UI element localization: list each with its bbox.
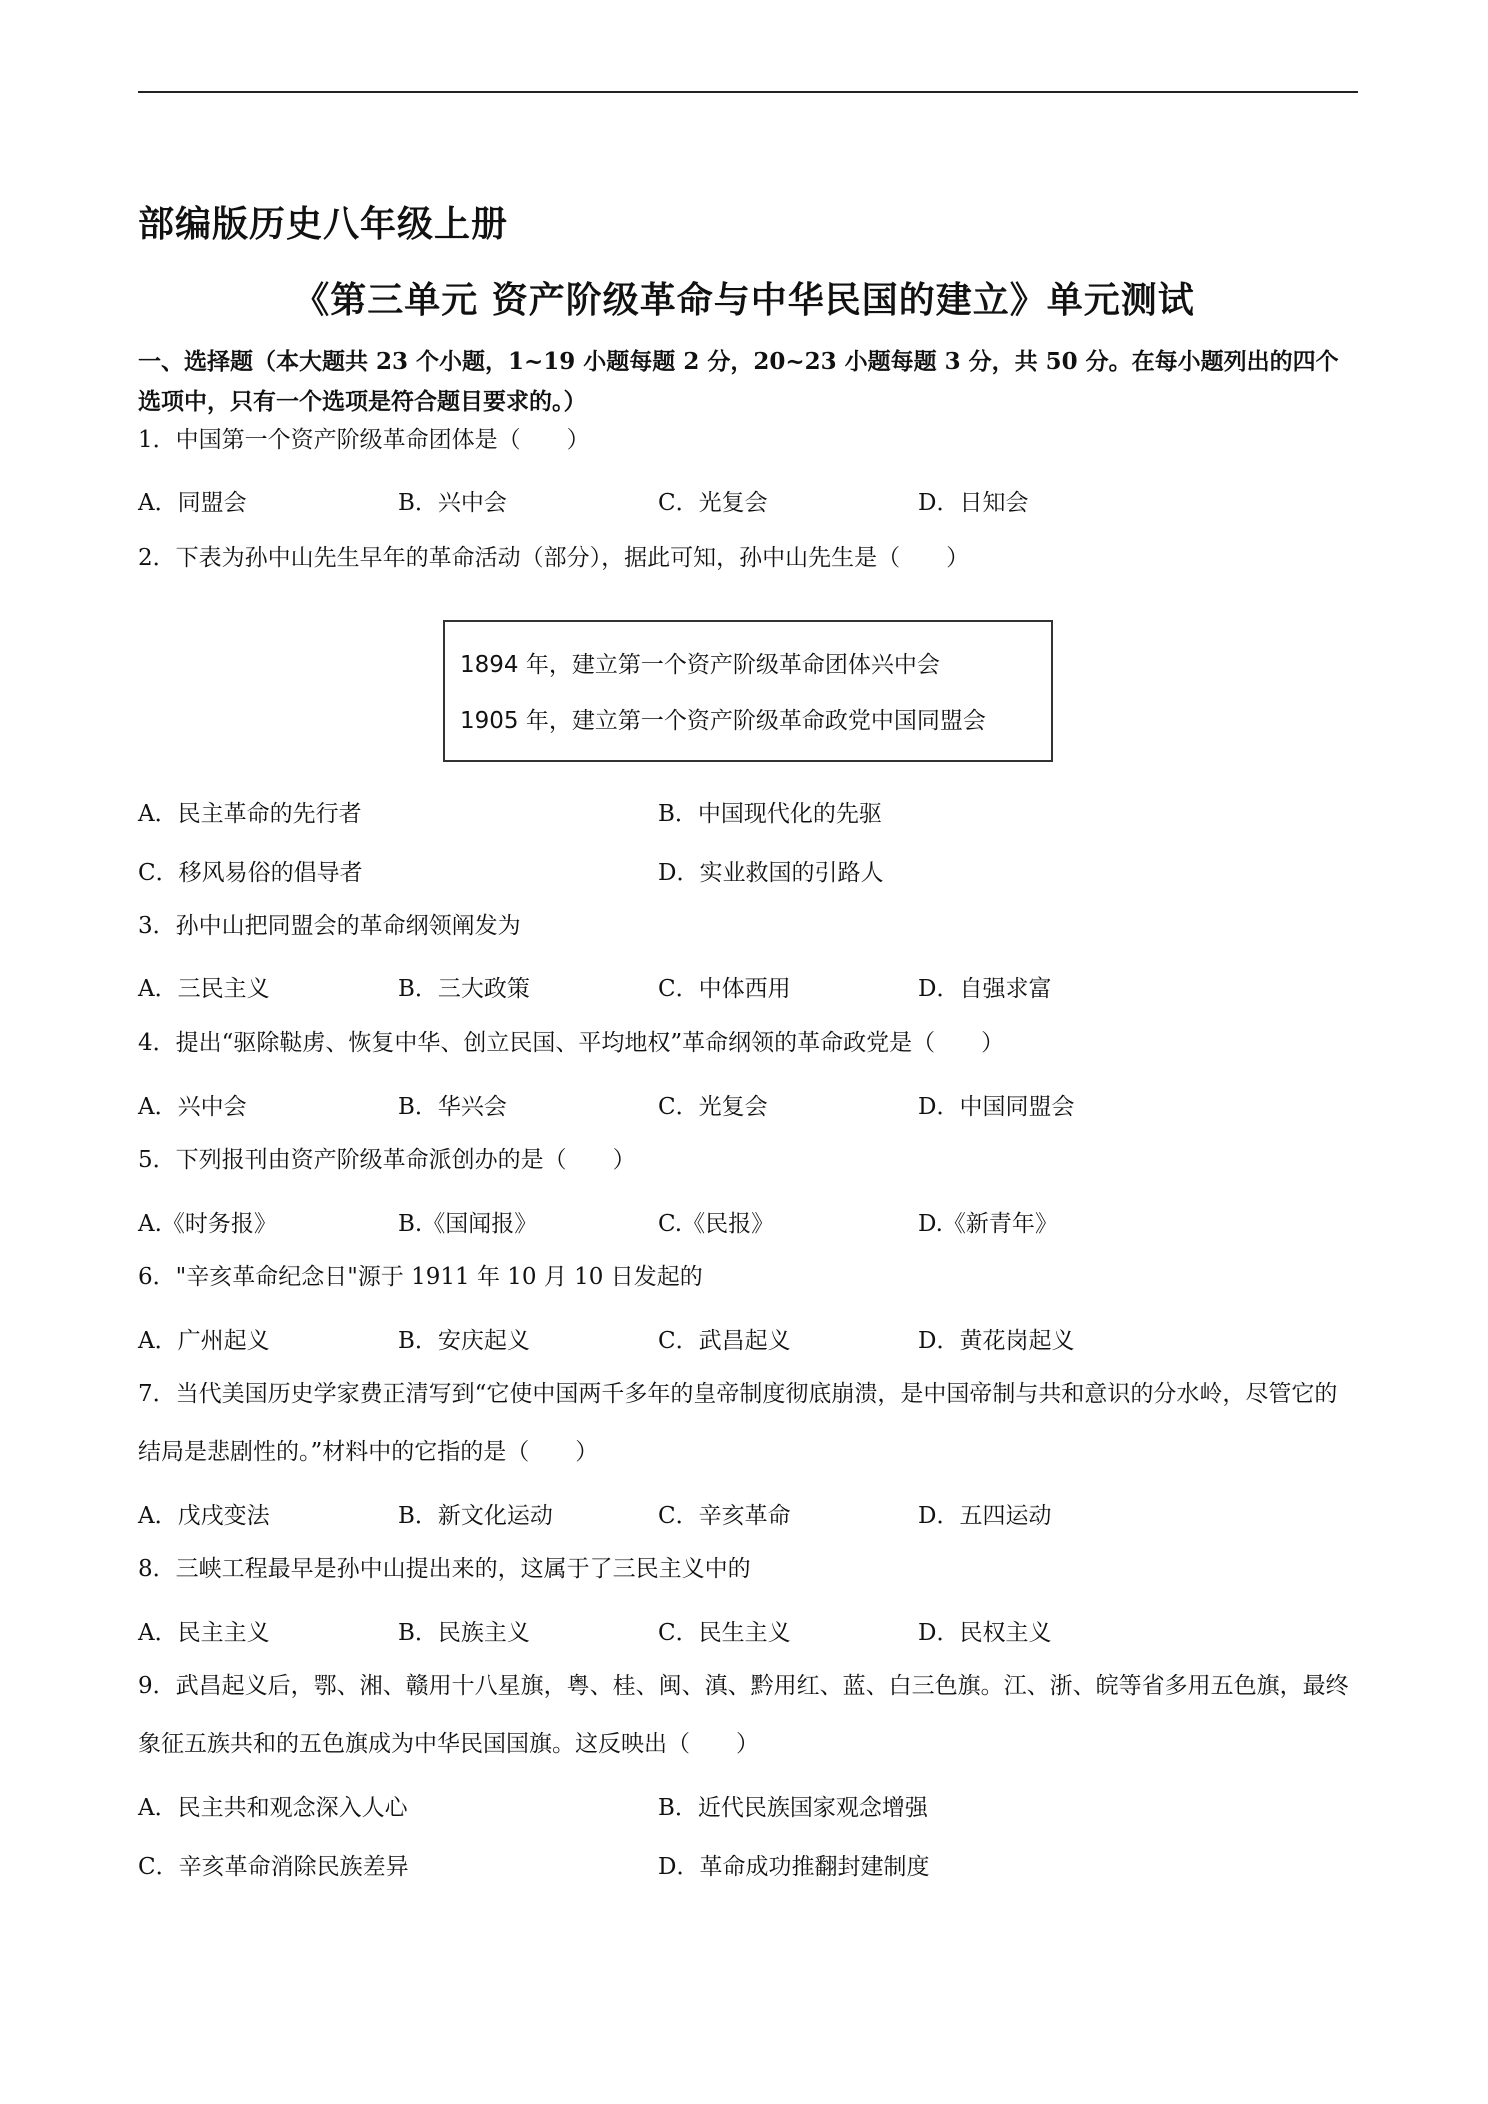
option-a: A．三民主义 xyxy=(138,976,270,1002)
option-b: B．中国现代化的先驱 xyxy=(658,801,882,827)
question-7-stem: 7．当代美国历史学家费正清写到“它使中国两千多年的皇帝制度彻底崩溃，是中国帝制与共和意识的分水岭，尽管它的结局是悲剧性的。”材料中的它指的是（ ） xyxy=(138,1381,1338,1465)
unit-title: 《第三单元 资产阶级革命与中华民国的建立》单元测试 xyxy=(293,280,1195,321)
option-a: A．戊戌变法 xyxy=(138,1503,270,1529)
question-8-stem: 8．三峡工程最早是孙中山提出来的，这属于了三民主义中的 xyxy=(138,1556,751,1582)
option-a: A．广州起义 xyxy=(138,1328,270,1354)
option-d: D.《新青年》 xyxy=(918,1211,1058,1237)
option-b: B．新文化运动 xyxy=(398,1503,553,1529)
question-2-table xyxy=(443,620,1053,762)
question-8-options xyxy=(138,1614,1188,1654)
question-6-options xyxy=(138,1322,1188,1362)
question-1-stem: 1．中国第一个资产阶级革命团体是（ ） xyxy=(138,427,590,453)
option-c: C．移风易俗的倡导者 xyxy=(138,860,363,886)
section-instructions: 一、选择题（本大题共 23 个小题，1~19 小题每题 2 分，20~23 小题每题 3 分，共 50 分。在每小题列出的四个选项中，只有一个选项是符合题目要求的。） xyxy=(138,348,1339,415)
page-title: 部编版历史八年级上册 xyxy=(138,204,509,245)
question-2-options-row2 xyxy=(138,854,1238,894)
question-9-options-row1 xyxy=(138,1789,1238,1829)
question-2-stem: 2．下表为孙中山先生早年的革命活动（部分），据此可知，孙中山先生是（ ） xyxy=(138,545,970,571)
option-c: C．民生主义 xyxy=(658,1620,791,1646)
option-d: D．革命成功推翻封建制度 xyxy=(658,1854,930,1880)
option-c: C．武昌起义 xyxy=(658,1328,791,1354)
question-3-options xyxy=(138,970,1188,1010)
option-b: B．华兴会 xyxy=(398,1094,507,1120)
option-d: D．中国同盟会 xyxy=(918,1094,1075,1120)
option-d: D．民权主义 xyxy=(918,1620,1052,1646)
option-b: B．近代民族国家观念增强 xyxy=(658,1795,928,1821)
option-c: C．中体西用 xyxy=(658,976,791,1002)
question-1-options xyxy=(138,484,1188,524)
table-row: 1905 年，建立第一个资产阶级革命政党中国同盟会 xyxy=(460,708,986,734)
option-a: A．民主革命的先行者 xyxy=(138,801,362,827)
option-c: C．光复会 xyxy=(658,1094,768,1120)
question-9-options-row2 xyxy=(138,1848,1238,1888)
option-d: D．五四运动 xyxy=(918,1503,1052,1529)
option-c: C．光复会 xyxy=(658,490,768,516)
option-b: B．三大政策 xyxy=(398,976,530,1002)
option-c: C．辛亥革命消除民族差异 xyxy=(138,1854,409,1880)
question-4-stem: 4．提出“驱除鞑虏、恢复中华、创立民国、平均地权”革命纲领的革命政党是（ ） xyxy=(138,1030,1005,1056)
option-b: B．民族主义 xyxy=(398,1620,530,1646)
option-d: D．实业救国的引路人 xyxy=(658,860,884,886)
question-5-options xyxy=(138,1205,1188,1245)
table-row: 1894 年，建立第一个资产阶级革命团体兴中会 xyxy=(460,652,940,678)
option-c: C．辛亥革命 xyxy=(658,1503,791,1529)
option-a: A．民主共和观念深入人心 xyxy=(138,1795,408,1821)
question-3-stem: 3．孙中山把同盟会的革命纲领阐发为 xyxy=(138,913,521,939)
option-a: A．兴中会 xyxy=(138,1094,247,1120)
option-b: B．兴中会 xyxy=(398,490,507,516)
option-a: A.《时务报》 xyxy=(138,1211,277,1237)
option-b: B．安庆起义 xyxy=(398,1328,530,1354)
question-2-options-row1 xyxy=(138,795,1238,835)
option-d: D．自强求富 xyxy=(918,976,1052,1002)
option-a: A．同盟会 xyxy=(138,490,247,516)
question-9-stem: 9．武昌起义后，鄂、湘、赣用十八星旗，粤、桂、闽、滇、黔用红、蓝、白三色旗。江、浙、皖等省多用五色旗，最终象征五族共和的五色旗成为中华民国国旗。这反映出（ ） xyxy=(138,1673,1349,1757)
header-rule xyxy=(138,91,1358,93)
question-6-stem: 6．"辛亥革命纪念日"源于 1911 年 10 月 10 日发起的 xyxy=(138,1264,703,1290)
question-7-options xyxy=(138,1497,1188,1537)
question-5-stem: 5．下列报刊由资产阶级革命派创办的是（ ） xyxy=(138,1147,636,1173)
option-b: B.《国闻报》 xyxy=(398,1211,538,1237)
option-d: D．日知会 xyxy=(918,490,1029,516)
option-a: A．民主主义 xyxy=(138,1620,270,1646)
option-d: D．黄花岗起义 xyxy=(918,1328,1075,1354)
option-c: C.《民报》 xyxy=(658,1211,775,1237)
question-4-options xyxy=(138,1088,1188,1128)
